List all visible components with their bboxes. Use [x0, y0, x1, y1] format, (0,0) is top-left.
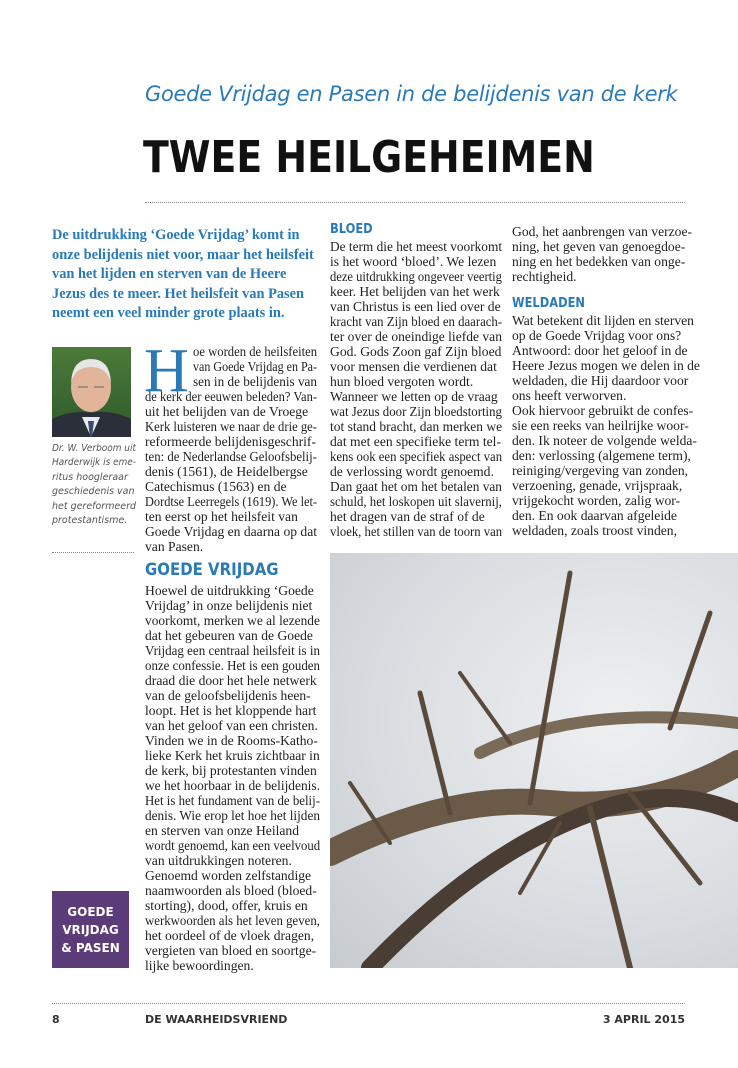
body-text-line: Wat betekent dit lijden en sterven: [512, 313, 694, 328]
body-text-line: storting), dood, offer, kruis en: [145, 898, 308, 913]
body-text-line: Antwoord: door het geloof in de: [512, 343, 688, 358]
body-text-line: werkwoorden als het leven geven,: [145, 913, 320, 928]
body-text-line: voor mensen die verdienen dat: [330, 359, 497, 374]
body-text-line: wat Jezus door Zijn bloedstorting: [330, 404, 502, 419]
body-text-line: Dan gaat het om het betalen van: [330, 479, 502, 494]
article-lead: De uitdrukking ‘Goede Vrijdag’ komt in onze belijdenis niet voor, maar het heilsfeit van het lijden en sterven van de Heere Jezus des te meer. Het heilsfeit van Pasen neemt een veel minder grote plaats in.: [52, 227, 314, 322]
body-text-line: is het woord ‘bloed’. We lezen: [330, 254, 497, 269]
caption-line: geschiedenis van: [52, 486, 135, 498]
body-text-line: ning, het geven van genoegdoe-: [512, 239, 686, 254]
body-text-line: van het geloof van een christen.: [145, 718, 318, 733]
body-text-line: naamwoorden als bloed (bloed-: [145, 883, 317, 898]
section-heading: WELDADEN: [512, 296, 585, 311]
body-text-line: onze confessie. Het is een gouden: [145, 658, 321, 673]
body-text-line: lijke bewoordingen.: [145, 958, 254, 973]
body-text-line: Goede Vrijdag en daarna op dat: [145, 524, 318, 539]
body-text-line: van uitdrukkingen noteren.: [145, 853, 292, 868]
body-text-line: verzoening, genade, vrijspraak,: [512, 478, 683, 493]
body-text-line: weldaden, zoals troost vinden,: [512, 523, 677, 538]
caption-divider: [52, 552, 134, 553]
body-text-line: den. Ik noteer de volgende welda-: [512, 433, 697, 448]
series-label-line: VRIJDAG: [62, 923, 119, 937]
body-text-line: sen in de belijdenis van: [193, 374, 318, 389]
body-text-line: De term die het meest voorkomt: [330, 239, 503, 254]
body-text-line: kens ook een specifiek aspect van: [330, 449, 503, 464]
body-text-line: ning en het bedekken van onge-: [512, 254, 686, 269]
caption-line: Harderwijk is eme-: [52, 457, 137, 469]
section-heading: BLOED: [330, 222, 373, 237]
body-text-line: Het is het fundament van de belij-: [145, 793, 320, 808]
body-text-line: op de Goede Vrijdag voor ons?: [512, 328, 682, 343]
body-text-line: de kerk, bij protestanten vinden: [145, 763, 317, 778]
body-text-line: ten: de Nederlandse Geloofsbelij-: [145, 449, 317, 464]
body-text-line: reformeerde belijdenisgeschrif-: [145, 434, 316, 449]
body-text-line: Vrijdag een centraal heilsfeit is in: [145, 643, 320, 658]
body-text-line: uit het belijden van de Vroege: [145, 404, 309, 419]
body-text-line: deze uitdrukking ongeveer veertig: [330, 269, 502, 284]
body-text-line: weldaden, die Hij daardoor voor: [512, 373, 689, 388]
series-label-box: [52, 891, 129, 968]
footer-divider: [52, 1003, 685, 1004]
section-goede-vrijdag: [145, 560, 321, 973]
body-text-line: den: verlossing (algemene term),: [512, 448, 691, 463]
body-text-line: Dordtse Leerregels (1619). We let-: [145, 494, 318, 509]
body-text-line: loopt. Het is het kloppende hart: [145, 703, 317, 718]
body-text-line: de verlossing wordt genoemd.: [330, 464, 494, 479]
body-text-line: ten eerst op het heilsfeit van: [145, 509, 298, 524]
drop-cap: H: [144, 337, 189, 405]
body-text-line: draad die door het hele netwerk: [145, 673, 317, 688]
column-1-intro: [145, 344, 317, 554]
body-text-line: dat het gebeuren van de Goede: [145, 628, 313, 643]
body-text-line: rechtigheid.: [512, 269, 577, 284]
body-text-line: reiniging/vergeving van zonden,: [512, 463, 689, 478]
body-text-line: dat met een specifieke term tel-: [330, 434, 501, 449]
section-bloed: [330, 222, 502, 539]
body-text-line: vergieten van bloed en soortge-: [145, 943, 317, 958]
body-text-line: sie een reeks van heilrijke woor-: [512, 418, 689, 433]
body-text-line: vrijgekocht worden, zalig wor-: [512, 493, 681, 508]
body-text-line: van Goede Vrijdag en Pa-: [193, 359, 318, 374]
body-text-line: denis (1561), de Heidelbergse: [145, 464, 308, 479]
body-text-line: het oordeel of de vloek dragen,: [145, 928, 315, 943]
body-text-line: vloek, het stillen van de toorn van: [330, 524, 503, 539]
body-text-line: God, het aanbrengen van verzoe-: [512, 224, 693, 239]
body-text-line: ons heeft verworven.: [512, 388, 627, 403]
body-text-line: Heere Jezus mogen we delen in de: [512, 358, 700, 373]
body-text-line: schuld, het loskopen uit slavernij,: [330, 494, 502, 509]
body-text-line: van Pasen.: [145, 539, 204, 554]
body-text-line: ter over de oneindige liefde van: [330, 329, 502, 344]
body-text-line: den. En ook daarvan afgeleide: [512, 508, 677, 523]
body-text-line: wordt genoemd, kan een veelvoud: [145, 838, 321, 853]
body-text-line: Vrijdag’ in onze belijdenis niet: [145, 598, 313, 613]
body-text-line: keer. Het belijden van het werk: [330, 284, 500, 299]
series-label-line: & PASEN: [61, 941, 120, 955]
divider: [145, 202, 685, 203]
body-text-line: God. Gods Zoon gaf Zijn bloed: [330, 344, 502, 359]
body-text-line: denis. Wie erop let hoe het lijden: [145, 808, 320, 823]
author-photo: [52, 347, 131, 437]
body-text-line: de kerk der eeuwen beleden? Van-: [145, 389, 318, 404]
body-text-line: kracht van Zijn bloed en daarach-: [330, 314, 503, 329]
body-text-line: hun bloed vergoten wordt.: [330, 374, 474, 389]
caption-line: protestantisme.: [52, 515, 128, 527]
article-title: TWEE HEILGEHEIMEN: [143, 132, 595, 183]
body-text-line: van de geloofsbelijdenis heen-: [145, 688, 311, 703]
author-caption: [52, 442, 136, 528]
page-number: 8: [52, 1013, 60, 1026]
body-text-line: Vinden we in de Rooms-Katho-: [145, 733, 318, 748]
body-text-line: Kerk luisteren we naar de drie ge-: [145, 419, 317, 434]
body-text-line: Hoewel de uitdrukking ‘Goede: [145, 583, 314, 598]
body-text-line: oe worden de heilsfeiten: [193, 344, 318, 359]
publication-name: DE WAARHEIDSVRIEND: [145, 1013, 288, 1026]
body-text-line: het dragen van de straf of de: [330, 509, 485, 524]
body-text-line: Ook hiervoor gebruikt de confes-: [512, 403, 694, 418]
issue-date: 3 APRIL 2015: [602, 1013, 685, 1026]
caption-line: het gereformeerd: [52, 500, 137, 512]
crown-of-thorns-photo: [330, 553, 738, 968]
body-text-line: voorkomt, merken we al lezende: [145, 613, 320, 628]
body-text-line: we het hoorbaar in de belijdenis.: [145, 778, 320, 793]
column-3: [512, 224, 700, 538]
body-text-line: Catechismus (1563) en de: [145, 479, 287, 494]
article-kicker: Goede Vrijdag en Pasen in de belijdenis van de kerk: [145, 82, 678, 106]
body-text-line: van Christus is een lied over de: [330, 299, 501, 314]
body-text-line: en sterven van onze Heiland: [145, 823, 299, 838]
body-text-line: lieke Kerk het kruis zichtbaar in: [145, 748, 320, 763]
body-text-line: Genoemd worden zelfstandige: [145, 868, 312, 883]
body-text-line: Wanneer we letten op de vraag: [330, 389, 498, 404]
caption-line: Dr. W. Verboom uit: [52, 443, 136, 454]
body-text-line: tot stand bracht, dan merken we: [330, 419, 503, 434]
section-heading: GOEDE VRIJDAG: [145, 560, 279, 580]
caption-line: ritus hoogleraar: [52, 471, 128, 483]
series-label-line: GOEDE: [67, 905, 114, 919]
